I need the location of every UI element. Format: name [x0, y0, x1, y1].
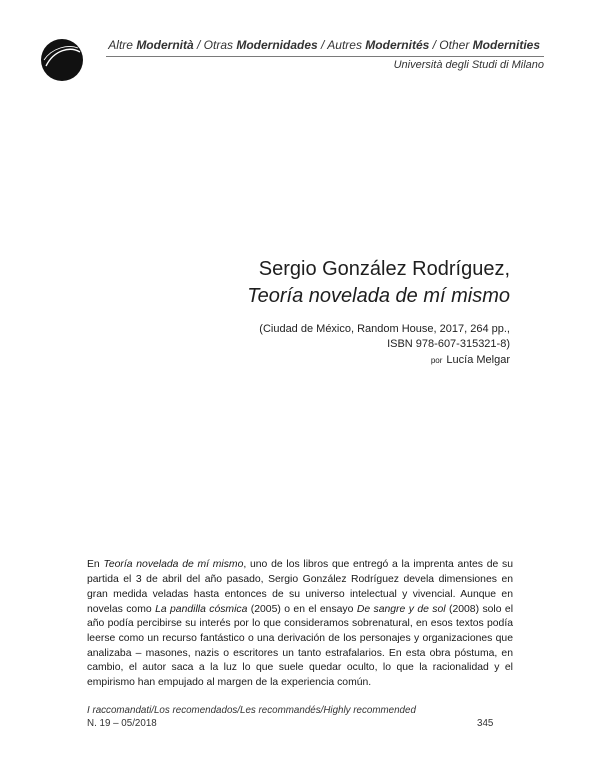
series-bold-es: Modernidades [236, 38, 318, 52]
author-prefix: por [430, 356, 443, 365]
body-book-title-1: Teoría novelada de mí mismo [103, 559, 244, 571]
footer-issue: N. 19 – 05/2018 [87, 718, 157, 729]
page-number: 345 [477, 718, 494, 729]
author-name: Lucía Melgar [446, 354, 510, 366]
series-bold-fr: Modernités [365, 38, 430, 52]
body-seg-5: (2005) o en el ensayo [247, 603, 357, 615]
university-name: Università degli Studi di Milano [393, 59, 544, 71]
body-book-title-3: De sangre y de sol [356, 603, 446, 615]
body-seg-1: En [87, 559, 104, 571]
series-pre-fr: / Autres [317, 38, 366, 52]
series-pre-es: / Otras [193, 38, 237, 52]
article-title [247, 256, 510, 310]
pub-line-1: (Ciudad de México, Random House, 2017, 264 pp., [259, 323, 510, 335]
title-line-2: Teoría novelada de mí mismo [247, 285, 510, 307]
journal-series-title [100, 38, 540, 52]
footer-section: I raccomandati/Los recomendados/Les recommandés/Highly recommended [87, 705, 416, 716]
publication-info [259, 322, 510, 352]
journal-logo-icon [40, 38, 84, 82]
header-divider [106, 56, 544, 57]
title-line-1: Sergio González Rodríguez, [258, 258, 510, 280]
series-bold-en: Modernities [472, 38, 540, 52]
series-pre-it: Altre [108, 38, 137, 52]
body-book-title-2: La pandilla cósmica [155, 603, 248, 615]
series-bold-it: Modernità [136, 38, 194, 52]
pub-line-2: ISBN 978-607-315321-8) [387, 338, 510, 350]
author-byline [431, 354, 510, 366]
body-paragraph [87, 558, 513, 690]
body-seg-3: , uno de los libros que entregó a la imprenta antes de su partida el 3 de abril del año pasado, Sergio González Rodríguez devela dimensiones en gran medida veladas hasta entonces de su universo intelectual y vivencial. Aunque en novelas como [87, 559, 513, 615]
series-pre-en: / Other [429, 38, 473, 52]
body-seg-7: (2008) solo el año podía percibirse su interés por lo que consideramos sobrenatural, en esos textos podía leerse como un recurso fantástico o una derivación de los personajes y organizaciones que analizaba – masones, nazis o escritores un tanto estrafalarios. En esta obra póstuma, en cambio, el autor saca a la luz lo que suele quedar oculto, lo que la racionalidad y el empirismo han empujado al margen de la experiencia común. [87, 603, 514, 689]
